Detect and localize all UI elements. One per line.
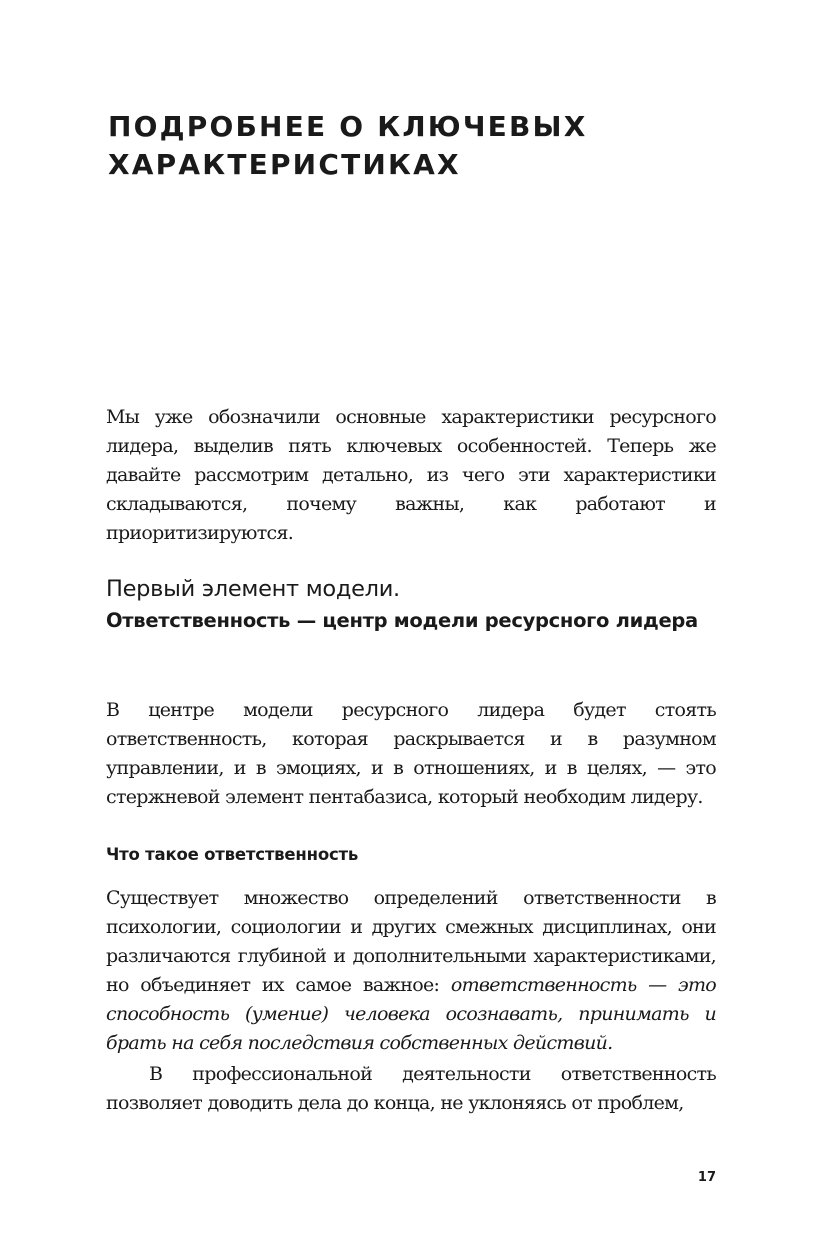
subsection-heading: Что такое ответственность <box>106 845 359 864</box>
section-title: Первый элемент модели. <box>106 576 400 602</box>
definition-italic-text: ответственность — это способность (умение) человека осознавать, принимать и брать на себя последствия собственных действий. <box>106 974 717 1054</box>
chapter-title-line-2: ХАРАКТЕРИСТИКАХ <box>108 148 461 181</box>
chapter-title <box>108 108 748 184</box>
definition-lead-text: Существует множество определений ответственности в психологии, социологии и других смежных дисциплинах, они различаются глубиной и дополнительными характеристиками, но объединяет их самое важное: <box>106 887 716 996</box>
chapter-title-line-1: ПОДРОБНЕЕ О КЛЮЧЕВЫХ <box>108 110 588 143</box>
page-number: 17 <box>697 1170 716 1185</box>
definition-paragraph <box>106 884 716 1058</box>
responsibility-center-paragraph: В центре модели ресурсного лидера будет стоять ответственность, которая раскрывается и в разумном управлении, и в эмоциях, и в отношениях, и в целях, — это стержневой элемент пентабазиса, который необходим лидеру. <box>106 699 716 808</box>
section-subtitle: Ответственность — центр модели ресурсного лидера <box>106 609 698 632</box>
professional-activity-paragraph: В профессиональной деятельности ответственность позволяет доводить дела до конца, не уклоняясь от проблем, <box>106 1063 716 1114</box>
intro-paragraph: Мы уже обозначили основные характеристики ресурсного лидера, выделив пять ключевых особенностей. Теперь же давайте рассмотрим детально, из чего эти характеристики складываются, почему важны, как работают и приоритизируются. <box>106 406 716 544</box>
